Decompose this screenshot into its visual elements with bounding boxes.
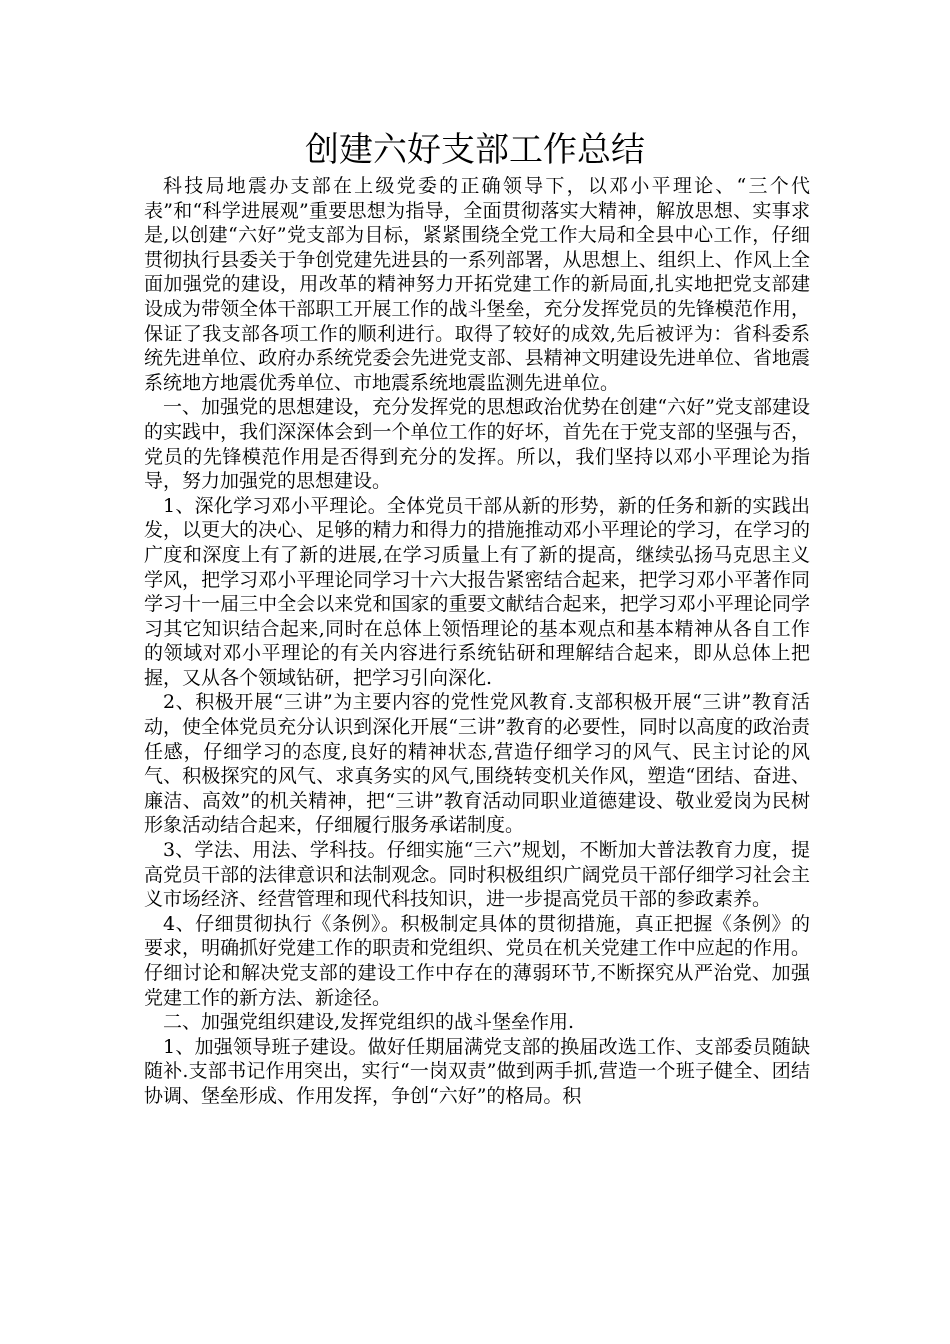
item-1-1-paragraph: 1、深化学习邓小平理论。全体党员干部从新的形势，新的任务和新的实践出发，以更大的决心、足够的精力和得力的措施推动邓小平理论的学习，在学习的广度和深度上有了新的进展,在学习质量上有了新的提高，继续弘扬马克思主义学风，把学习邓小平理论同学习十六大报告紧密结合起来，把学习邓小平著作同学习十一届三中全会以来党和国家的重要文献结合起来，把学习邓小平理论同学习其它知识结合起来,同时在总体上领悟理论的基本观点和基本精神从各自工作的领域对邓小平理论的有关内容进行系统钻研和理解结合起来，即从总体上把握，又从各个领域钻研，把学习引向深化. xyxy=(144,494,810,689)
section-2-heading: 二、加强党组织建设,发挥党组织的战斗堡垒作用. xyxy=(163,1011,575,1034)
document-body xyxy=(144,174,810,1109)
item-2-1-paragraph: 1、加强领导班子建设。做好任期届满党支部的换届改选工作、支部委员随缺随补.支部书记作用突出，实行“一岗双责”做到两手抓,营造一个班子健全、团结协调、堡垒形成、作用发挥，争创“六好”的格局。积 xyxy=(144,1035,810,1107)
document-title: 创建六好支部工作总结 xyxy=(305,130,645,170)
intro-paragraph: 科技局地震办支部在上级党委的正确领导下，以邓小平理论、“三个代表”和“科学进展观”重要思想为指导，全面贯彻落实大精神，解放思想、实事求是,以创建“六好”党支部为目标，紧紧围绕全党工作大局和全县中心工作，仔细贯彻执行县委关于争创党建先进县的一系列部署，从思想上、组织上、作风上全面加强党的建设，用改革的精神努力开拓党建工作的新局面,扎实地把党支部建设成为带领全体干部职工开展工作的战斗堡垒，充分发挥党员的先锋模范作用，保证了我支部各项工作的顺利进行。取得了较好的成效,先后被评为：省科委系统先进单位、政府办系统党委会先进党支部、县精神文明建设先进单位、省地震系统地方地震优秀单位、市地震系统地震监测先进单位。 xyxy=(144,175,810,394)
item-1-2-paragraph: 2、积极开展“三讲”为主要内容的党性党风教育.支部积极开展“三讲”教育活动，使全体党员充分认识到深化开展“三讲”教育的必要性，同时以高度的政治责任感，仔细学习的态度,良好的精神状态,营造仔细学习的风气、民主讨论的风气、积极探究的风气、求真务实的风气,围绕转变机关作风，塑造“团结、奋进、廉洁、高效”的机关精神，把“三讲”教育活动同职业道德建设、敬业爱岗为民树形象活动结合起来，仔细履行服务承诺制度。 xyxy=(144,691,810,837)
item-1-3-paragraph: 3、学法、用法、学科技。仔细实施“三六”规划，不断加大普法教育力度，提高党员干部的法律意识和法制观念。同时积极组织广阔党员干部仔细学习社会主义市场经济、经营管理和现代科技知识，进一步提高党员干部的参政素养。 xyxy=(144,839,810,911)
item-1-4-paragraph: 4、仔细贯彻执行《条例》。积极制定具体的贯彻措施，真正把握《条例》的要求，明确抓好党建工作的职责和党组织、党员在机关党建工作中应起的作用。仔细讨论和解决党支部的建设工作中存在的薄弱环节,不断探究从严治党、加强党建工作的新方法、新途径。 xyxy=(144,912,810,1009)
section-1-heading-paragraph: 一、加强党的思想建设，充分发挥党的思想政治优势在创建“六好”党支部建设的实践中，我们深深体会到一个单位工作的好坏，首先在于党支部的坚强与否，党员的先锋模范作用是否得到充分的发挥。所以，我们坚持以邓小平理论为指导，努力加强党的思想建设。 xyxy=(144,396,810,493)
